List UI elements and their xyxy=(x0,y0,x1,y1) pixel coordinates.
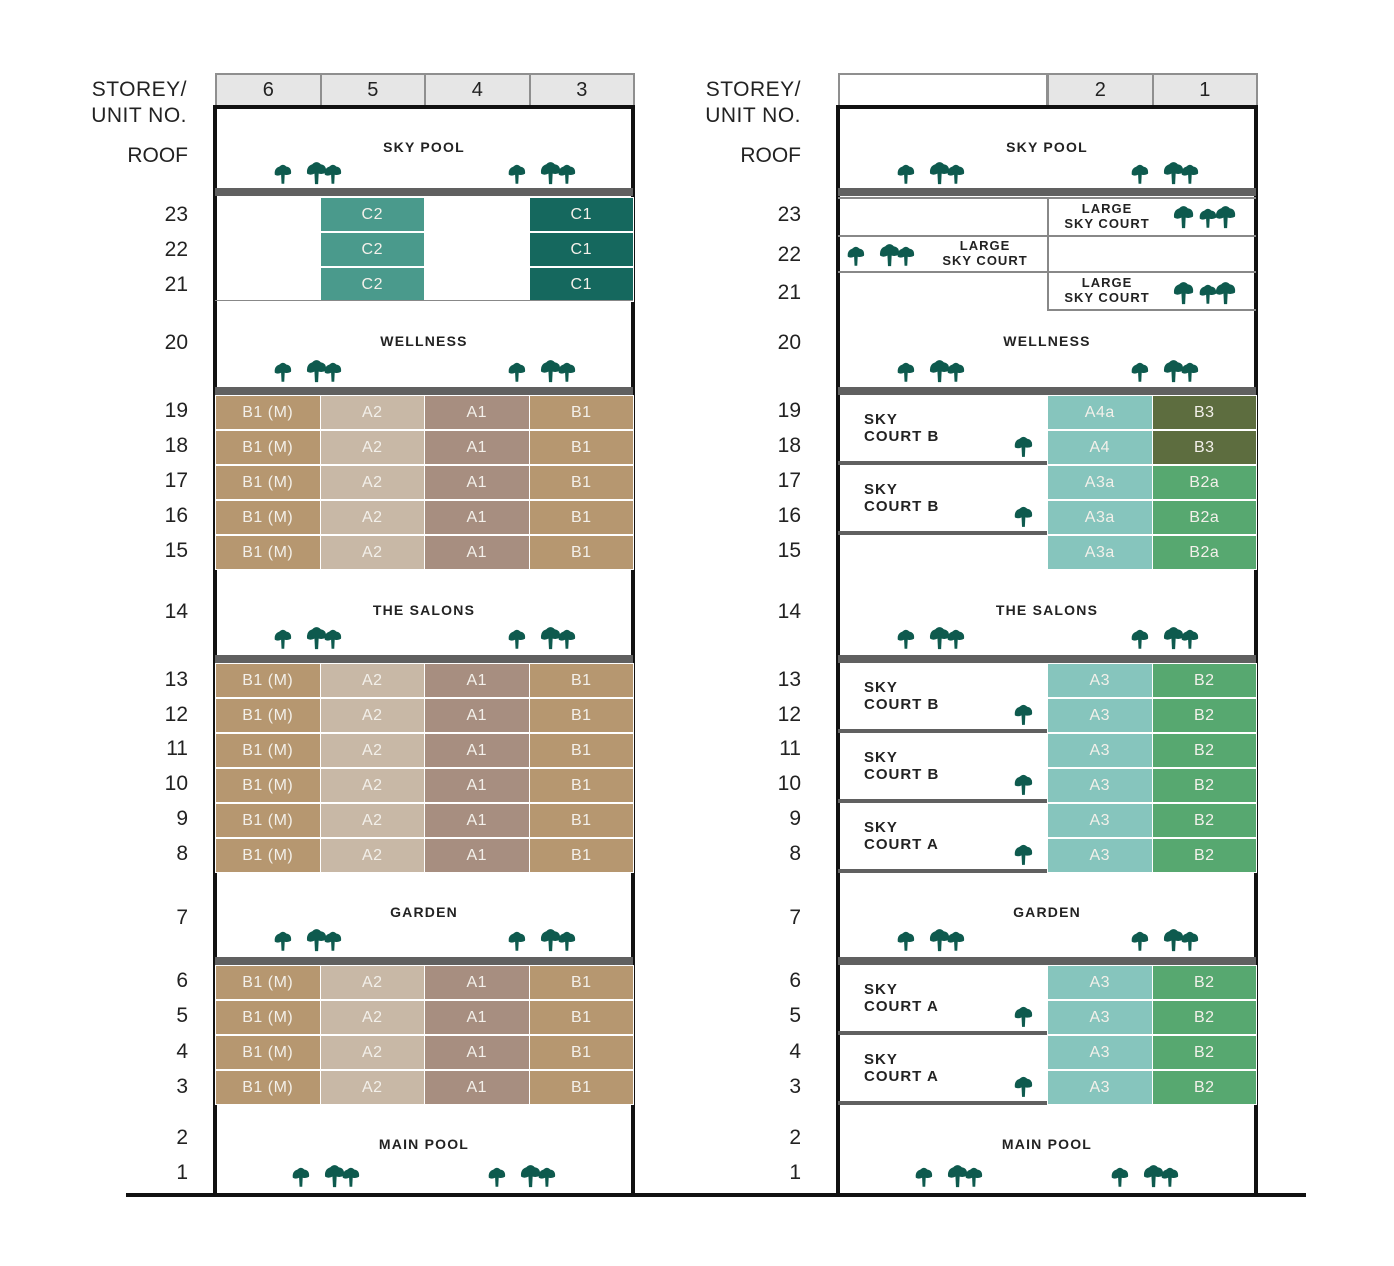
tree-icon xyxy=(323,361,343,383)
unit-B2a-floor-17: B2a xyxy=(1152,465,1258,500)
unit-B1M-floor-5: B1 (M) xyxy=(215,1000,321,1035)
tree-icon xyxy=(1130,930,1150,952)
floor-label-14: 14 xyxy=(164,600,188,623)
unit-B2-floor-5: B2 xyxy=(1152,1000,1258,1035)
unit-A1-floor-19: A1 xyxy=(424,395,530,430)
unit-A3-floor-6: A3 xyxy=(1047,965,1153,1000)
floor-label-6: 6 xyxy=(176,969,188,992)
floor-label-9: 9 xyxy=(176,807,188,830)
tree-icon xyxy=(273,930,293,952)
unit-B2-floor-9: B2 xyxy=(1152,803,1258,838)
unit-A1-floor-12: A1 xyxy=(424,698,530,733)
unit-B1M-floor-13: B1 (M) xyxy=(215,663,321,698)
tree-icon xyxy=(896,930,916,952)
tree-icon xyxy=(1180,930,1200,952)
sky-court-a-4-3: SKY COURT A xyxy=(864,1051,939,1085)
unit-A1-floor-16: A1 xyxy=(424,500,530,535)
unit-B1-floor-16: B1 xyxy=(529,500,635,535)
unit-B1-floor-11: B1 xyxy=(529,733,635,768)
slab-roof-left xyxy=(215,188,633,196)
column-header-unit-2: 2 xyxy=(1047,73,1154,107)
tree-icon xyxy=(964,1166,984,1188)
unit-B1M-floor-19: B1 (M) xyxy=(215,395,321,430)
tree-icon xyxy=(1160,1166,1180,1188)
column-header-unit-4: 4 xyxy=(424,73,531,107)
floor-label-roof: ROOF xyxy=(127,144,188,167)
divider-21 xyxy=(1047,271,1049,309)
unit-A2-floor-9: A2 xyxy=(320,803,426,838)
unit-B2-floor-8: B2 xyxy=(1152,838,1258,873)
unit-A2-floor-18: A2 xyxy=(320,430,426,465)
floor-label-13: 13 xyxy=(164,668,188,691)
unit-B1M-floor-9: B1 (M) xyxy=(215,803,321,838)
unit-B1-floor-17: B1 xyxy=(529,465,635,500)
unit-A3-floor-12: A3 xyxy=(1047,698,1153,733)
unit-B1-floor-10: B1 xyxy=(529,768,635,803)
unit-A2-floor-8: A2 xyxy=(320,838,426,873)
sky-court-b-13-12-floor-line xyxy=(838,729,1047,733)
unit-B1M-floor-10: B1 (M) xyxy=(215,768,321,803)
tree-icon xyxy=(846,245,866,267)
unit-A4a-floor-19: A4a xyxy=(1047,395,1153,430)
unit-A2-floor-19: A2 xyxy=(320,395,426,430)
unit-A3-floor-4: A3 xyxy=(1047,1035,1153,1070)
large-sky-court-21: LARGE SKY COURT xyxy=(1064,275,1150,305)
floor-label-23: 23 xyxy=(164,203,188,226)
floor-label-19: 19 xyxy=(777,399,801,422)
floor-label-8: 8 xyxy=(789,842,801,865)
floor-label-10: 10 xyxy=(164,772,188,795)
tree-icon xyxy=(557,163,577,185)
unit-B2-floor-13: B2 xyxy=(1152,663,1258,698)
floor-label-1: 1 xyxy=(789,1161,801,1184)
tree-icon xyxy=(946,361,966,383)
unit-B1-floor-18: B1 xyxy=(529,430,635,465)
slab-7-right xyxy=(838,957,1256,965)
unit-B1M-floor-15: B1 (M) xyxy=(215,535,321,570)
amenity-f14-left: THE SALONS xyxy=(372,602,476,618)
tree-icon xyxy=(946,163,966,185)
unit-A3a-floor-15: A3a xyxy=(1047,535,1153,570)
unit-A2-floor-3: A2 xyxy=(320,1070,426,1105)
unit-B1M-floor-17: B1 (M) xyxy=(215,465,321,500)
unit-C2-floor-23: C2 xyxy=(320,197,426,232)
tree-icon xyxy=(1180,628,1200,650)
floor-label-roof: ROOF xyxy=(740,144,801,167)
floor-label-23: 23 xyxy=(777,203,801,226)
floor-label-5: 5 xyxy=(789,1004,801,1027)
unit-A2-floor-6: A2 xyxy=(320,965,426,1000)
floor-label-9: 9 xyxy=(789,807,801,830)
tree-icon xyxy=(273,361,293,383)
amenity-f7-left: GARDEN xyxy=(390,904,458,920)
tree-icon xyxy=(1214,204,1237,229)
tree-icon xyxy=(1172,204,1195,229)
sky-court-b-11-10-floor-line xyxy=(838,799,1047,803)
floor-label-11: 11 xyxy=(779,737,801,760)
unit-A1-floor-10: A1 xyxy=(424,768,530,803)
unit-A4-floor-18: A4 xyxy=(1047,430,1153,465)
tree-icon xyxy=(1013,1005,1034,1028)
column-header-unit-1: 1 xyxy=(1152,73,1259,107)
unit-B2a-floor-16: B2a xyxy=(1152,500,1258,535)
unit-A2-floor-16: A2 xyxy=(320,500,426,535)
floor-label-1: 1 xyxy=(176,1161,188,1184)
floor-label-21: 21 xyxy=(164,273,188,296)
floor-label-20: 20 xyxy=(164,331,188,354)
column-header-unit-5: 5 xyxy=(320,73,427,107)
tree-icon xyxy=(946,628,966,650)
unit-A2-floor-5: A2 xyxy=(320,1000,426,1035)
floor-label-12: 12 xyxy=(777,703,801,726)
unit-A2-floor-10: A2 xyxy=(320,768,426,803)
column-header-blank xyxy=(838,73,1048,107)
floor-label-7: 7 xyxy=(789,906,801,929)
slab-14-right xyxy=(838,655,1256,663)
unit-A3-floor-13: A3 xyxy=(1047,663,1153,698)
tree-icon xyxy=(1013,703,1034,726)
unit-B3-floor-19: B3 xyxy=(1152,395,1258,430)
axis-label: STOREY/ UNIT NO. xyxy=(91,78,187,127)
tree-icon xyxy=(1110,1166,1130,1188)
tree-icon xyxy=(557,361,577,383)
unit-A3-floor-9: A3 xyxy=(1047,803,1153,838)
floor-label-6: 6 xyxy=(789,969,801,992)
tree-icon xyxy=(896,163,916,185)
sky-court-a-9-8-floor-line xyxy=(838,869,1047,873)
unit-B2-floor-4: B2 xyxy=(1152,1035,1258,1070)
unit-C2-floor-22: C2 xyxy=(320,232,426,267)
tree-icon xyxy=(507,361,527,383)
unit-A1-floor-5: A1 xyxy=(424,1000,530,1035)
floor-label-15: 15 xyxy=(164,539,188,562)
tree-icon xyxy=(1180,361,1200,383)
floor-label-2: 2 xyxy=(789,1126,801,1149)
floor-label-17: 17 xyxy=(164,469,188,492)
unit-A1-floor-3: A1 xyxy=(424,1070,530,1105)
unit-A3-floor-3: A3 xyxy=(1047,1070,1153,1105)
unit-B1M-floor-8: B1 (M) xyxy=(215,838,321,873)
unit-B1-floor-13: B1 xyxy=(529,663,635,698)
unit-A1-floor-6: A1 xyxy=(424,965,530,1000)
floor-label-11: 11 xyxy=(166,737,188,760)
tree-icon xyxy=(896,245,916,267)
unit-A1-floor-17: A1 xyxy=(424,465,530,500)
floor-label-18: 18 xyxy=(777,434,801,457)
unit-A2-floor-15: A2 xyxy=(320,535,426,570)
unit-B1M-floor-18: B1 (M) xyxy=(215,430,321,465)
unit-C1-floor-22: C1 xyxy=(529,232,635,267)
floor-label-16: 16 xyxy=(777,504,801,527)
floor-label-2: 2 xyxy=(176,1126,188,1149)
unit-A1-floor-4: A1 xyxy=(424,1035,530,1070)
unit-A2-floor-17: A2 xyxy=(320,465,426,500)
amenity-f20-right: WELLNESS xyxy=(1003,333,1091,349)
unit-B2-floor-3: B2 xyxy=(1152,1070,1258,1105)
unit-C2-floor-21: C2 xyxy=(320,267,426,302)
tree-icon xyxy=(914,1166,934,1188)
unit-B1M-floor-12: B1 (M) xyxy=(215,698,321,733)
unit-A2-floor-4: A2 xyxy=(320,1035,426,1070)
tree-icon xyxy=(323,163,343,185)
line-below-21-left xyxy=(215,300,633,301)
amenity-f1_2-right: MAIN POOL xyxy=(1001,1136,1093,1152)
unit-A1-floor-18: A1 xyxy=(424,430,530,465)
unit-A3-floor-8: A3 xyxy=(1047,838,1153,873)
unit-B3-floor-18: B3 xyxy=(1152,430,1258,465)
floor-label-17: 17 xyxy=(777,469,801,492)
tree-icon xyxy=(896,628,916,650)
tree-icon xyxy=(1013,435,1034,458)
floor-label-4: 4 xyxy=(176,1040,188,1063)
floor-label-5: 5 xyxy=(176,1004,188,1027)
tree-icon xyxy=(1013,1075,1034,1098)
unit-B1M-floor-11: B1 (M) xyxy=(215,733,321,768)
unit-C1-floor-21: C1 xyxy=(529,267,635,302)
sky-court-a-6-5: SKY COURT A xyxy=(864,981,939,1015)
tree-icon xyxy=(487,1166,507,1188)
tree-icon xyxy=(946,930,966,952)
amenity-f20-left: WELLNESS xyxy=(380,333,468,349)
floor-label-16: 16 xyxy=(164,504,188,527)
unit-B1-floor-9: B1 xyxy=(529,803,635,838)
floor-label-3: 3 xyxy=(789,1075,801,1098)
large-sky-court-22: LARGE SKY COURT xyxy=(942,238,1028,268)
slab-14-left xyxy=(215,655,633,663)
tree-icon xyxy=(291,1166,311,1188)
large-sky-court-23: LARGE SKY COURT xyxy=(1064,201,1150,231)
divider-22 xyxy=(1047,235,1049,271)
tree-icon xyxy=(1013,773,1034,796)
tree-icon xyxy=(1214,280,1237,305)
tree-icon xyxy=(341,1166,361,1188)
sky-court-b-13-12: SKY COURT B xyxy=(864,679,940,713)
floor-label-4: 4 xyxy=(789,1040,801,1063)
floor-label-20: 20 xyxy=(777,331,801,354)
floor-label-21: 21 xyxy=(777,281,801,304)
slab-20-right xyxy=(838,387,1256,395)
unit-B1-floor-8: B1 xyxy=(529,838,635,873)
amenity-f7-right: GARDEN xyxy=(1013,904,1081,920)
unit-A3-floor-10: A3 xyxy=(1047,768,1153,803)
unit-B2a-floor-15: B2a xyxy=(1152,535,1258,570)
amenity-f1_2-left: MAIN POOL xyxy=(378,1136,470,1152)
unit-A1-floor-11: A1 xyxy=(424,733,530,768)
tree-icon xyxy=(557,930,577,952)
unit-B1-floor-12: B1 xyxy=(529,698,635,733)
sky-court-b-11-10: SKY COURT B xyxy=(864,749,940,783)
unit-A3a-floor-16: A3a xyxy=(1047,500,1153,535)
unit-B1M-floor-4: B1 (M) xyxy=(215,1035,321,1070)
floor-label-15: 15 xyxy=(777,539,801,562)
floor-label-7: 7 xyxy=(176,906,188,929)
floor-label-13: 13 xyxy=(777,668,801,691)
unit-B1M-floor-6: B1 (M) xyxy=(215,965,321,1000)
unit-A2-floor-12: A2 xyxy=(320,698,426,733)
tree-icon xyxy=(1130,163,1150,185)
unit-A3-floor-11: A3 xyxy=(1047,733,1153,768)
unit-B2-floor-10: B2 xyxy=(1152,768,1258,803)
floor-label-19: 19 xyxy=(164,399,188,422)
unit-B2-floor-11: B2 xyxy=(1152,733,1258,768)
unit-B1-floor-19: B1 xyxy=(529,395,635,430)
amenity-roof-right: SKY POOL xyxy=(1006,139,1088,155)
tree-icon xyxy=(557,628,577,650)
sky-court-a-9-8: SKY COURT A xyxy=(864,819,939,853)
tree-icon xyxy=(1013,843,1034,866)
floor-label-14: 14 xyxy=(777,600,801,623)
unit-B1-floor-4: B1 xyxy=(529,1035,635,1070)
axis-label: STOREY/ UNIT NO. xyxy=(705,78,801,127)
tree-icon xyxy=(1013,505,1034,528)
tree-icon xyxy=(323,930,343,952)
column-header-unit-6: 6 xyxy=(215,73,322,107)
tree-icon xyxy=(273,163,293,185)
unit-A1-floor-9: A1 xyxy=(424,803,530,838)
unit-B1-floor-15: B1 xyxy=(529,535,635,570)
tree-icon xyxy=(1180,163,1200,185)
tree-icon xyxy=(537,1166,557,1188)
unit-A3-floor-5: A3 xyxy=(1047,1000,1153,1035)
floor-label-22: 22 xyxy=(777,243,801,266)
sky-court-a-4-3-floor-line xyxy=(838,1101,1047,1105)
amenity-roof-left: SKY POOL xyxy=(383,139,465,155)
tree-icon xyxy=(323,628,343,650)
unit-B1-floor-6: B1 xyxy=(529,965,635,1000)
unit-A1-floor-8: A1 xyxy=(424,838,530,873)
floor-label-12: 12 xyxy=(164,703,188,726)
tree-icon xyxy=(896,361,916,383)
column-header-unit-3: 3 xyxy=(529,73,636,107)
slab-20-left xyxy=(215,387,633,395)
tree-icon xyxy=(507,628,527,650)
tree-icon xyxy=(1130,628,1150,650)
divider-23 xyxy=(1047,197,1049,235)
sky-court-b-19-18: SKY COURT B xyxy=(864,411,940,445)
floor-label-10: 10 xyxy=(777,772,801,795)
unit-B1-floor-5: B1 xyxy=(529,1000,635,1035)
unit-A3a-floor-17: A3a xyxy=(1047,465,1153,500)
tree-icon xyxy=(1172,280,1195,305)
sky-court-b-17-16-floor-line xyxy=(838,531,1047,535)
floor-label-8: 8 xyxy=(176,842,188,865)
floor-label-22: 22 xyxy=(164,238,188,261)
unit-A1-floor-15: A1 xyxy=(424,535,530,570)
unit-B2-floor-6: B2 xyxy=(1152,965,1258,1000)
tree-icon xyxy=(1130,361,1150,383)
ground-line xyxy=(126,1193,1306,1197)
line-21-bottom-right xyxy=(1047,309,1256,311)
unit-B2-floor-12: B2 xyxy=(1152,698,1258,733)
sky-court-b-17-16: SKY COURT B xyxy=(864,481,940,515)
floor-label-3: 3 xyxy=(176,1075,188,1098)
tree-icon xyxy=(507,930,527,952)
unit-C1-floor-23: C1 xyxy=(529,197,635,232)
amenity-f14-right: THE SALONS xyxy=(995,602,1099,618)
unit-A1-floor-13: A1 xyxy=(424,663,530,698)
tower-roof-line xyxy=(836,105,1258,109)
slab-7-left xyxy=(215,957,633,965)
unit-B1-floor-3: B1 xyxy=(529,1070,635,1105)
slab-roof-right xyxy=(838,188,1256,196)
unit-B1M-floor-3: B1 (M) xyxy=(215,1070,321,1105)
tree-icon xyxy=(507,163,527,185)
unit-A2-floor-11: A2 xyxy=(320,733,426,768)
unit-B1M-floor-16: B1 (M) xyxy=(215,500,321,535)
sky-court-a-6-5-floor-line xyxy=(838,1031,1047,1035)
unit-A2-floor-13: A2 xyxy=(320,663,426,698)
floor-label-18: 18 xyxy=(164,434,188,457)
sky-court-b-19-18-floor-line xyxy=(838,461,1047,465)
tree-icon xyxy=(273,628,293,650)
tower-roof-line xyxy=(213,105,635,109)
